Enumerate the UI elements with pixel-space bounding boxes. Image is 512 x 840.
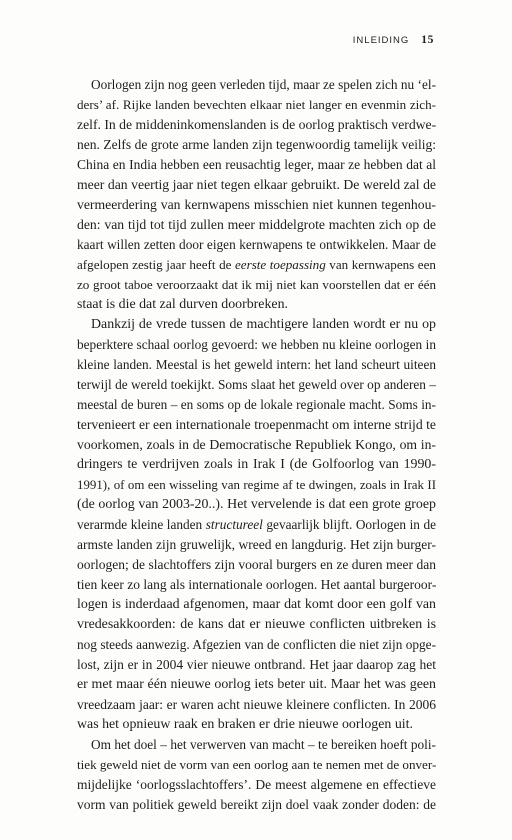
text-line xyxy=(77,695,436,715)
text-run: zelf. In de middeninkomenslanden is de oorlog praktisch verdwe- xyxy=(77,117,437,132)
text-line xyxy=(77,295,436,315)
text-run: vreedzaam jaar: er waren acht nieuwe kleinere conflicten. In 2006 xyxy=(77,697,436,712)
text-line xyxy=(77,435,436,455)
text-line xyxy=(77,115,436,135)
text-run: nog steeds aanwezig. Afgezien van de conflicten die niet zijn opge- xyxy=(77,637,436,652)
text-line xyxy=(77,495,436,515)
text-run: nen. Zelfs de grote arme landen zijn tegenwoordig tamelijk veilig: xyxy=(77,137,436,152)
text-line xyxy=(77,555,436,575)
text-line xyxy=(77,795,436,815)
text-run: staat is die dat zal durven doorbreken. xyxy=(77,297,288,312)
text-line xyxy=(77,595,436,615)
text-run: logen is inderdaad afgenomen, maar dat komt door een golf van xyxy=(77,597,436,612)
text-run: dringers te verdrijven zoals in Irak I (de Golfoorlog van 1990- xyxy=(77,457,436,472)
text-line xyxy=(77,415,436,435)
text-line xyxy=(77,535,436,555)
text-line xyxy=(77,235,436,255)
text-run: ders’ af. Rijke landen bevechten elkaar niet langer en evenmin zich- xyxy=(77,97,436,112)
text-line xyxy=(77,195,436,215)
text-run: meer dan veertig jaar niet tegen elkaar gebruikt. De wereld zal de xyxy=(77,177,436,192)
page-number: 15 xyxy=(421,34,434,46)
running-head xyxy=(353,34,434,46)
text-line xyxy=(77,215,436,235)
text-line xyxy=(77,335,436,355)
text-line xyxy=(77,275,436,295)
text-line xyxy=(77,455,436,475)
section-title: INLEIDING xyxy=(352,35,410,46)
text-run: tien keer zo lang als internationale oorlogen. Het aantal burgeroor- xyxy=(77,577,437,592)
text-run: armste landen zijn gruwelijk, wreed en langdurig. Het zijn burger- xyxy=(77,537,436,552)
text-line xyxy=(77,475,436,495)
text-run: gevaarlijk blijft. Oorlogen in de xyxy=(262,517,437,532)
text-run: (de oorlog van 2003-20..). Het vervelende is dat een grote groep xyxy=(77,497,436,512)
text-run: China en India hebben een reusachtig leger, maar ze hebben dat al xyxy=(77,157,436,172)
text-run: tervenieert er een internationale troepenmacht om interne strijd te xyxy=(77,417,436,432)
text-line xyxy=(77,655,436,675)
text-run: tiek geweld niet de vorm van een oorlog aan te nemen met de onver- xyxy=(77,757,437,772)
emphasis-text: structureel xyxy=(205,517,263,532)
text-line xyxy=(77,395,436,415)
text-run: den: van tijd tot tijd zullen meer middelgrote machten zich op de xyxy=(77,217,436,232)
text-line xyxy=(77,315,436,335)
text-run: 1991), of om een wisseling van regime af te dwingen, zoals in Irak II xyxy=(77,478,436,492)
text-run: beperktere schaal oorlog gevoerd: we hebben nu kleine oorlogen in xyxy=(77,337,436,352)
text-line xyxy=(77,715,436,735)
text-run: van kernwapens een xyxy=(325,257,436,272)
text-line xyxy=(77,775,436,795)
text-line xyxy=(77,575,436,595)
text-run: Oorlogen zijn nog geen verleden tijd, maar ze spelen zich nu ‘el- xyxy=(91,77,436,92)
paragraph-1 xyxy=(77,75,436,315)
text-line xyxy=(77,615,436,635)
text-run: vredesakkoorden: de kans dat er nieuwe conflicten uitbreken is xyxy=(77,617,436,632)
paragraph-3 xyxy=(77,735,436,815)
text-run: afgelopen zestig jaar heeft de xyxy=(77,257,235,272)
text-run: was het opnieuw raak en braken er drie nieuwe oorlogen uit. xyxy=(77,717,413,732)
text-line xyxy=(77,95,436,115)
text-line xyxy=(77,635,436,655)
text-line xyxy=(77,515,436,535)
paragraph-2 xyxy=(77,315,436,735)
emphasis-text: eerste toepassing xyxy=(234,257,326,272)
text-run: voorkomen, zoals in de Democratische Republiek Kongo, om in- xyxy=(77,437,436,452)
text-run: verarmde kleine landen xyxy=(77,517,206,532)
text-run: mijdelijke ‘oorlogsslachtoffers’. De meest algemene en effectieve xyxy=(77,777,436,792)
text-line xyxy=(77,135,436,155)
text-run: vorm van politiek geweld bereikt zijn doel vaak zonder doden: de xyxy=(77,797,436,812)
text-run: Dankzij de vrede tussen de machtigere landen wordt er nu op xyxy=(91,317,436,332)
text-run: lost, zijn er in 2004 vier nieuwe ontbrand. Het jaar daarop zag het xyxy=(77,657,436,672)
text-line xyxy=(77,755,436,775)
text-line xyxy=(77,255,436,275)
text-line xyxy=(77,155,436,175)
text-line xyxy=(77,675,436,695)
text-line xyxy=(77,75,436,95)
text-line xyxy=(77,375,436,395)
text-run: Om het doel – het verwerven van macht – te bereiken hoeft poli- xyxy=(91,737,436,752)
text-run: oorlogen; de slachtoffers zijn vooral burgers en ze duren meer dan xyxy=(77,557,436,572)
body-text xyxy=(77,75,436,815)
text-run: er met maar één nieuwe oorlog iets beter uit. Maar het was geen xyxy=(77,677,436,692)
text-line xyxy=(77,735,436,755)
text-run: kaart willen zetten door eigen kernwapens te ontwikkelen. Maar de xyxy=(77,237,436,252)
text-run: vermeerdering van kernwapens misschien niet kunnen tegenhou- xyxy=(77,197,436,212)
text-line xyxy=(77,175,436,195)
text-line xyxy=(77,355,436,375)
text-run: terwijl de wereld toekijkt. Soms slaat het geweld over op anderen – xyxy=(77,377,436,392)
text-run: meestal de buren – en soms op de lokale regionale macht. Soms in- xyxy=(77,397,436,412)
text-run: zo groot taboe veroorzaakt dat ik mij niet kan voorstellen dat er één xyxy=(77,277,436,292)
text-run: kleine landen. Meestal is het geweld intern: het land scheurt uiteen xyxy=(77,357,436,372)
